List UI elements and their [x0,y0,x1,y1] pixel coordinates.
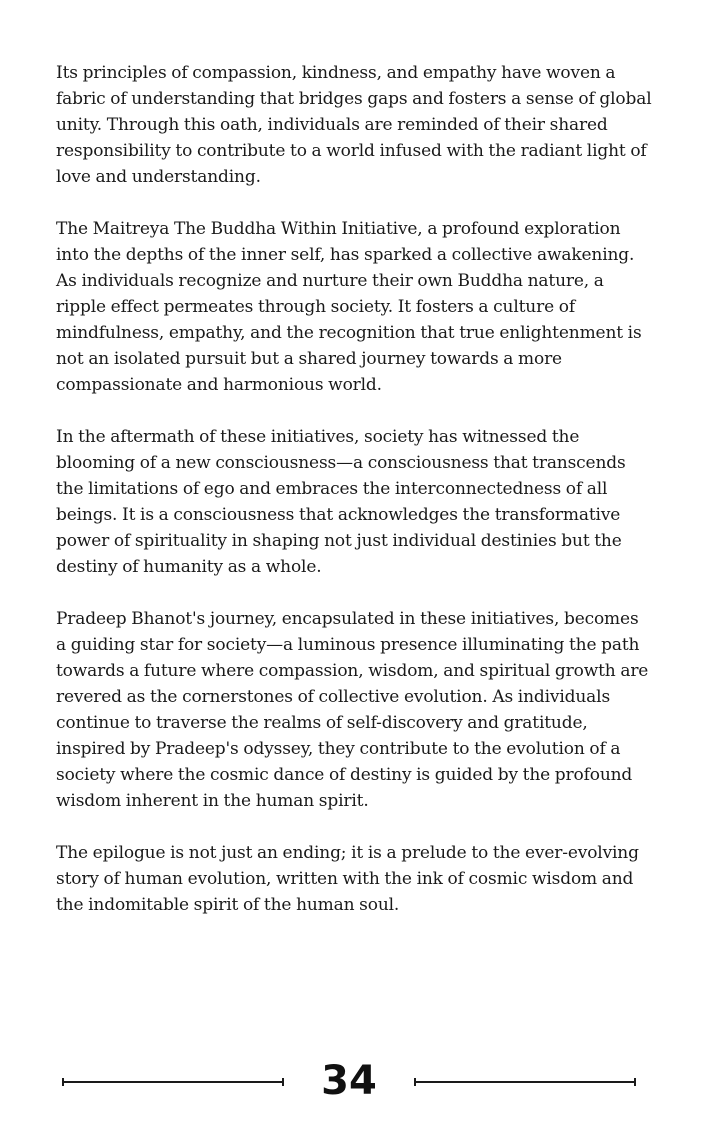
page-number: 34 [321,1058,377,1104]
paragraph-2: The Maitreya The Buddha Within Initiative, a profound exploration into the depths of the inner self, has sparked a collective awakening. As individuals recognize and nurture their own Buddha nature, a ripple effect permeates through society. It fosters a culture of mindfulness, empathy, and the recognition that true enlightenment is not an isolated pursuit but a shared journey towards a more compassionate and harmonious world. [56,219,642,395]
page-footer [62,1058,636,1104]
paragraph-3: In the aftermath of these initiatives, society has witnessed the blooming of a new consciousness—a consciousness that transcends the limitations of ego and embraces the interconnectedness of all beings. It is a consciousness that acknowledges the transformative power of spirituality in shaping not just individual destinies but the destiny of humanity as a whole. [56,427,626,577]
page-body [56,60,652,944]
paragraph-5: The epilogue is not just an ending; it is a prelude to the ever-evolving story of human evolution, written with the ink of cosmic wisdom and the indomitable spirit of the human soul. [56,843,639,915]
footer-rule-right [414,1081,636,1083]
paragraph-4: Pradeep Bhanot's journey, encapsulated in these initiatives, becomes a guiding star for society—a luminous presence illuminating the path towards a future where compassion, wisdom, and spiritual growth are revered as the cornerstones of collective evolution. As individuals continue to traverse the realms of self-discovery and gratitude, inspired by Pradeep's odyssey, they contribute to the evolution of a society where the cosmic dance of destiny is guided by the profound wisdom inherent in the human spirit. [56,609,649,811]
paragraph-1: Its principles of compassion, kindness, and empathy have woven a fabric of understanding that bridges gaps and fosters a sense of global unity. Through this oath, individuals are reminded of their shared responsibility to contribute to a world infused with the radiant light of love and understanding. [56,63,652,187]
